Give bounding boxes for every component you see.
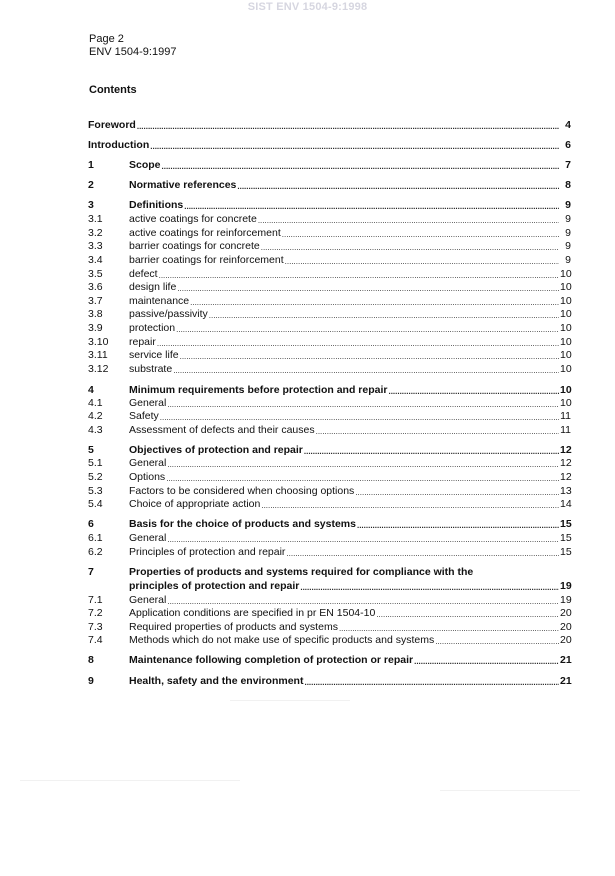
toc-number: 4.2: [88, 410, 103, 422]
dot-leader: [176, 325, 559, 335]
toc-number: 6: [88, 518, 94, 530]
toc-entry-3-2[interactable]: [88, 227, 571, 240]
scan-artifact: [230, 700, 350, 701]
dot-leader: [167, 460, 559, 470]
toc-entry-3-12[interactable]: [88, 363, 571, 376]
toc-page: 10: [560, 268, 572, 280]
toc-number: 5.1: [88, 457, 103, 469]
toc-number: 7.1: [88, 594, 103, 606]
toc-number: 6.1: [88, 532, 103, 544]
toc-entry-4-1[interactable]: [88, 397, 571, 410]
toc-number: 4.1: [88, 397, 103, 409]
toc-page: 19: [560, 594, 572, 606]
toc-title: Principles of protection and repair: [129, 546, 286, 558]
toc-page: 8: [565, 179, 571, 191]
dot-leader: [137, 122, 559, 132]
toc-entry-7-1[interactable]: [88, 594, 571, 607]
toc-title: Foreword: [88, 119, 136, 131]
dot-leader: [162, 162, 559, 172]
toc-page: 13: [560, 485, 572, 497]
toc-title: barrier coatings for concrete: [129, 240, 260, 252]
toc-title: service life: [129, 349, 179, 361]
toc-entry-3-3[interactable]: [88, 240, 571, 253]
dot-leader: [339, 624, 559, 634]
toc-title: passive/passivity: [129, 308, 208, 320]
toc-entry-3-1[interactable]: [88, 213, 571, 226]
toc-number: 7.4: [88, 634, 103, 646]
dot-leader: [388, 387, 559, 397]
toc-page: 12: [560, 444, 572, 456]
toc-page: 20: [560, 621, 572, 633]
dot-leader: [180, 352, 559, 362]
toc-title: Objectives of protection and repair: [129, 444, 303, 456]
toc-title: Factors to be considered when choosing options: [129, 485, 355, 497]
dot-leader: [160, 413, 559, 423]
toc-title: repair: [129, 336, 156, 348]
toc-entry-3-6[interactable]: [88, 281, 571, 294]
toc-entry-4-2[interactable]: [88, 410, 571, 423]
toc-number: 5.3: [88, 485, 103, 497]
toc-title: principles of protection and repair: [129, 580, 300, 592]
dot-leader: [355, 488, 559, 498]
dot-leader: [304, 678, 559, 688]
toc-entry-3-10[interactable]: [88, 336, 571, 349]
dot-leader: [159, 271, 559, 281]
toc-page: 10: [560, 281, 572, 293]
toc-number: 3.2: [88, 227, 103, 239]
toc-entry-5-1[interactable]: [88, 457, 571, 470]
dot-leader: [157, 339, 559, 349]
toc-entry-7-3[interactable]: [88, 621, 571, 634]
dot-leader: [167, 535, 559, 545]
scan-artifact: [20, 780, 240, 781]
toc-title: Scope: [129, 159, 161, 171]
toc-title: Choice of appropriate action: [129, 498, 261, 510]
toc-page: 10: [560, 363, 572, 375]
toc-page: 11: [560, 424, 571, 436]
toc-entry-1[interactable]: [88, 159, 571, 172]
toc-page: 10: [560, 336, 572, 348]
dot-leader: [414, 657, 559, 667]
toc-entry-4-3[interactable]: [88, 424, 571, 437]
toc-number: 3.10: [88, 336, 109, 348]
toc-title: active coatings for concrete: [129, 213, 257, 225]
dot-leader: [177, 284, 559, 294]
toc-page: 21: [560, 654, 572, 666]
toc-number: 9: [88, 675, 94, 687]
toc-page: 15: [560, 546, 572, 558]
contents-title: Contents: [89, 84, 137, 96]
toc-page: 19: [560, 580, 572, 592]
dot-leader: [376, 610, 559, 620]
toc-entry-foreword[interactable]: [88, 119, 571, 132]
toc-page: 7: [565, 159, 571, 171]
toc-entry-3-4[interactable]: [88, 254, 571, 267]
toc-title: Basis for the choice of products and systems: [129, 518, 356, 530]
toc-page: 12: [560, 471, 572, 483]
toc-entry-3-8[interactable]: [88, 308, 571, 321]
toc-title: Options: [129, 471, 166, 483]
toc-number: 3.8: [88, 308, 103, 320]
toc-entry-3-7[interactable]: [88, 295, 571, 308]
toc-entry-7-2[interactable]: [88, 607, 571, 620]
toc-page: 15: [560, 532, 572, 544]
toc-number: 5: [88, 444, 94, 456]
toc-number: 5.2: [88, 471, 103, 483]
toc-entry-3[interactable]: [88, 199, 571, 212]
toc-page: 10: [560, 308, 572, 320]
toc-entry-3-11[interactable]: [88, 349, 571, 362]
toc-title: barrier coatings for reinforcement: [129, 254, 284, 266]
toc-title: Required properties of products and systems: [129, 621, 338, 633]
toc-title: Assessment of defects and their causes: [129, 424, 315, 436]
toc-page: 6: [565, 139, 571, 151]
toc-number: 3.5: [88, 268, 103, 280]
toc-number: 3.1: [88, 213, 103, 225]
dot-leader: [237, 182, 559, 192]
toc-page: 10: [560, 384, 572, 396]
toc-title: General: [129, 457, 167, 469]
toc-title: defect: [129, 268, 158, 280]
toc-title: Minimum requirements before protection and repair: [129, 384, 388, 396]
toc-title: Normative references: [129, 179, 237, 191]
toc-number: 3.6: [88, 281, 103, 293]
toc-number: 7.2: [88, 607, 103, 619]
dot-leader: [357, 521, 559, 531]
dot-leader: [173, 366, 559, 376]
toc-entry-5-4[interactable]: [88, 498, 571, 511]
toc-page: 10: [560, 349, 572, 361]
toc-page: 20: [560, 634, 572, 646]
toc-title: Introduction: [88, 139, 150, 151]
toc-page: 4: [565, 119, 571, 131]
toc-entry-6[interactable]: [88, 518, 571, 531]
dot-leader: [285, 257, 559, 267]
dot-leader: [258, 216, 559, 226]
toc-page: 15: [560, 518, 572, 530]
toc-number: 6.2: [88, 546, 103, 558]
dot-leader: [166, 474, 559, 484]
toc-entry-introduction[interactable]: [88, 139, 571, 152]
toc-number: 7: [88, 566, 94, 578]
dot-leader: [435, 637, 559, 647]
toc-entry-8[interactable]: [88, 654, 571, 667]
toc-title: Safety: [129, 410, 159, 422]
toc-number: 3.9: [88, 322, 103, 334]
toc-entry-3-5[interactable]: [88, 268, 571, 281]
toc-title: design life: [129, 281, 177, 293]
toc-entry-6-1[interactable]: [88, 532, 571, 545]
toc-number: 3.3: [88, 240, 103, 252]
toc-title: Definitions: [129, 199, 184, 211]
dot-leader: [286, 549, 559, 559]
dot-leader: [190, 298, 559, 308]
dot-leader: [261, 501, 559, 511]
toc-number: 3: [88, 199, 94, 211]
toc-number: 3.12: [88, 363, 109, 375]
toc-page: 9: [565, 199, 571, 211]
toc-title: Methods which do not make use of specific products and systems: [129, 634, 435, 646]
toc-title: General: [129, 594, 167, 606]
watermark: SIST ENV 1504-9:1998: [247, 1, 368, 13]
toc-entry-2[interactable]: [88, 179, 571, 192]
dot-leader: [300, 583, 559, 593]
toc-entry-5-2[interactable]: [88, 471, 571, 484]
toc-entry-5[interactable]: [88, 444, 571, 457]
toc-title: Application conditions are specified in pr EN 1504-10: [129, 607, 376, 619]
toc-entry-6-2[interactable]: [88, 546, 571, 559]
toc-page: 9: [565, 213, 571, 225]
toc-page: 11: [560, 410, 571, 422]
toc-title: Maintenance following completion of protection or repair: [129, 654, 414, 666]
toc-title: protection: [129, 322, 176, 334]
dot-leader: [261, 243, 559, 253]
toc-title: substrate: [129, 363, 173, 375]
toc-number: 4.3: [88, 424, 103, 436]
scan-artifact: [440, 790, 580, 791]
document-number: ENV 1504-9:1997: [89, 46, 177, 58]
toc-entry-5-3[interactable]: [88, 485, 571, 498]
dot-leader: [282, 230, 559, 240]
dot-leader: [167, 597, 559, 607]
toc-entry-4[interactable]: [88, 384, 571, 397]
dot-leader: [304, 447, 559, 457]
toc-page: 10: [560, 322, 572, 334]
toc-title: active coatings for reinforcement: [129, 227, 281, 239]
toc-page: 14: [560, 498, 572, 510]
toc-page: 12: [560, 457, 572, 469]
toc-page: 10: [560, 397, 572, 409]
toc-number: 8: [88, 654, 94, 666]
toc-title: maintenance: [129, 295, 190, 307]
dot-leader: [209, 311, 559, 321]
toc-number: 2: [88, 179, 94, 191]
dot-leader: [184, 202, 559, 212]
toc-page: 9: [565, 227, 571, 239]
toc-title: General: [129, 397, 167, 409]
toc-entry-7-continued[interactable]: [129, 580, 571, 593]
toc-entry-7[interactable]: [88, 566, 571, 579]
toc-number: 4: [88, 384, 94, 396]
toc-title: Health, safety and the environment: [129, 675, 304, 687]
toc-number: 7.3: [88, 621, 103, 633]
toc-entry-3-9[interactable]: [88, 322, 571, 335]
dot-leader: [316, 427, 559, 437]
toc-entry-7-4[interactable]: [88, 634, 571, 647]
toc-number: 3.7: [88, 295, 103, 307]
page-label: Page 2: [89, 33, 124, 45]
toc-title: General: [129, 532, 167, 544]
toc-entry-9[interactable]: [88, 675, 571, 688]
toc-page: 9: [565, 254, 571, 266]
toc-page: 10: [560, 295, 572, 307]
toc-page: 21: [560, 675, 572, 687]
toc-title: Properties of products and systems required for compliance with the: [129, 566, 474, 578]
dot-leader: [167, 400, 559, 410]
toc-number: 1: [88, 159, 94, 171]
dot-leader: [150, 142, 559, 152]
toc-number: 3.11: [88, 349, 108, 361]
toc-page: 9: [565, 240, 571, 252]
toc-number: 3.4: [88, 254, 103, 266]
toc-page: 20: [560, 607, 572, 619]
toc-number: 5.4: [88, 498, 103, 510]
